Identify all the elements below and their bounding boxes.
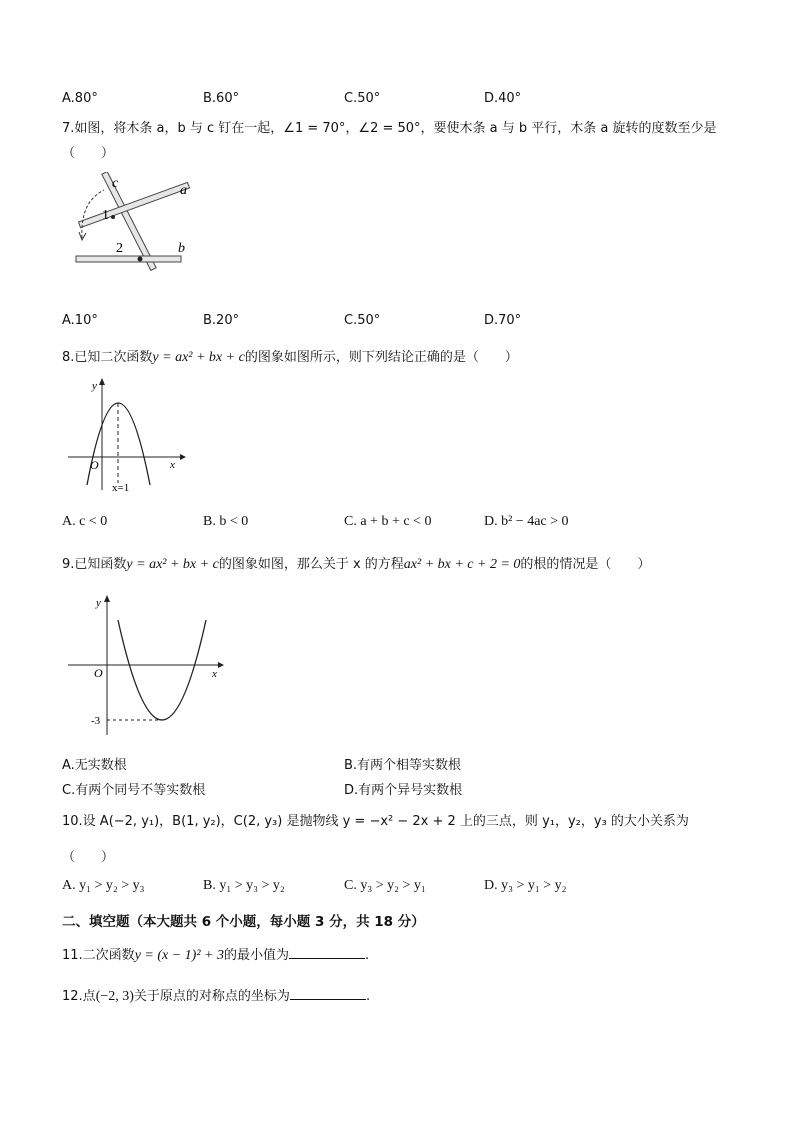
q8-option-a: A. c < 0 — [62, 514, 108, 529]
q9-option-a: A.无实数根 — [62, 758, 127, 773]
q9-option-d: D.有两个异号实数根 — [344, 783, 463, 798]
section-title-fill-in: 二、填空题（本大题共 6 个小题，每小题 3 分，共 18 分） — [62, 914, 425, 930]
q9-option-c: C.有两个同号不等实数根 — [62, 783, 206, 798]
q10-option-c: C. y₃ > y₂ > y₁ — [344, 878, 426, 893]
svg-text:x: x — [170, 459, 175, 471]
stick-a — [78, 182, 189, 227]
label-2: 2 — [116, 241, 123, 256]
q9-figure — [62, 590, 227, 740]
q8-option-d: D. b² − 4ac > 0 — [484, 514, 569, 529]
label-1: 1 — [102, 208, 109, 223]
q7-option-b: B.20° — [203, 313, 240, 328]
q12-answer-blank[interactable] — [290, 987, 366, 1000]
svg-text:O: O — [90, 458, 99, 472]
svg-text:-3: -3 — [91, 715, 101, 727]
label-c: c — [112, 176, 119, 191]
q10-option-d: D. y₃ > y₁ > y₂ — [484, 878, 567, 893]
svg-text:y: y — [92, 380, 97, 392]
q10-stem: 10.设 A(−2, y₁)，B(1, y₂)，C(2, y₃) 是抛物线 y = −x² − 2x + 2 上的三点，则 y₁，y₂，y₃ 的大小关系为 — [62, 814, 689, 829]
q6-option-a: A.80° — [62, 91, 98, 106]
q12-stem: 12.点(−2, 3)关于原点的对称点的坐标为 . — [62, 989, 371, 1004]
q11-answer-blank[interactable] — [289, 946, 365, 959]
q6-option-b: B.60° — [203, 91, 240, 106]
q11-stem: 11.二次函数y = (x − 1)² + 3的最小值为 . — [62, 948, 370, 963]
svg-text:O: O — [94, 666, 103, 680]
label-a: a — [180, 183, 187, 198]
svg-text:x: x — [212, 668, 217, 680]
q7-figure — [66, 172, 196, 272]
q8-figure — [62, 375, 187, 495]
q9-parabola — [118, 620, 206, 720]
svg-text:y: y — [96, 597, 101, 609]
q7-option-d: D.70° — [484, 313, 522, 328]
q7-option-a: A.10° — [62, 313, 98, 328]
q10-paren: （ ） — [62, 850, 115, 865]
q10-option-b: B. y₁ > y₃ > y₂ — [203, 878, 285, 893]
q7-option-c: C.50° — [344, 313, 381, 328]
q9-stem: 9.已知函数y = ax² + bx + c的图象如图，那么关于 x 的方程ax² + bx + c + 2 = 0的根的情况是（ ） — [62, 557, 651, 572]
q8-option-c: C. a + b + c < 0 — [344, 514, 432, 529]
q7-paren: （ ） — [62, 146, 115, 161]
q7-stem: 7.如图，将木条 a，b 与 c 钉在一起，∠1 = 70°，∠2 = 50°，要使木条 a 与 b 平行，木条 a 旋转的度数至少是 — [62, 121, 717, 136]
q8-option-b: B. b < 0 — [203, 514, 249, 529]
q10-option-a: A. y₁ > y₂ > y₃ — [62, 878, 145, 893]
svg-text:x=1: x=1 — [112, 482, 130, 494]
label-b: b — [178, 241, 185, 256]
q6-option-d: D.40° — [484, 91, 522, 106]
q9-option-b: B.有两个相等实数根 — [344, 758, 462, 773]
q8-stem: 8.已知二次函数y = ax² + bx + c的图象如图所示，则下列结论正确的是（ ） — [62, 350, 518, 365]
q8-parabola — [87, 403, 150, 485]
stick-b — [76, 256, 181, 262]
q6-option-c: C.50° — [344, 91, 381, 106]
